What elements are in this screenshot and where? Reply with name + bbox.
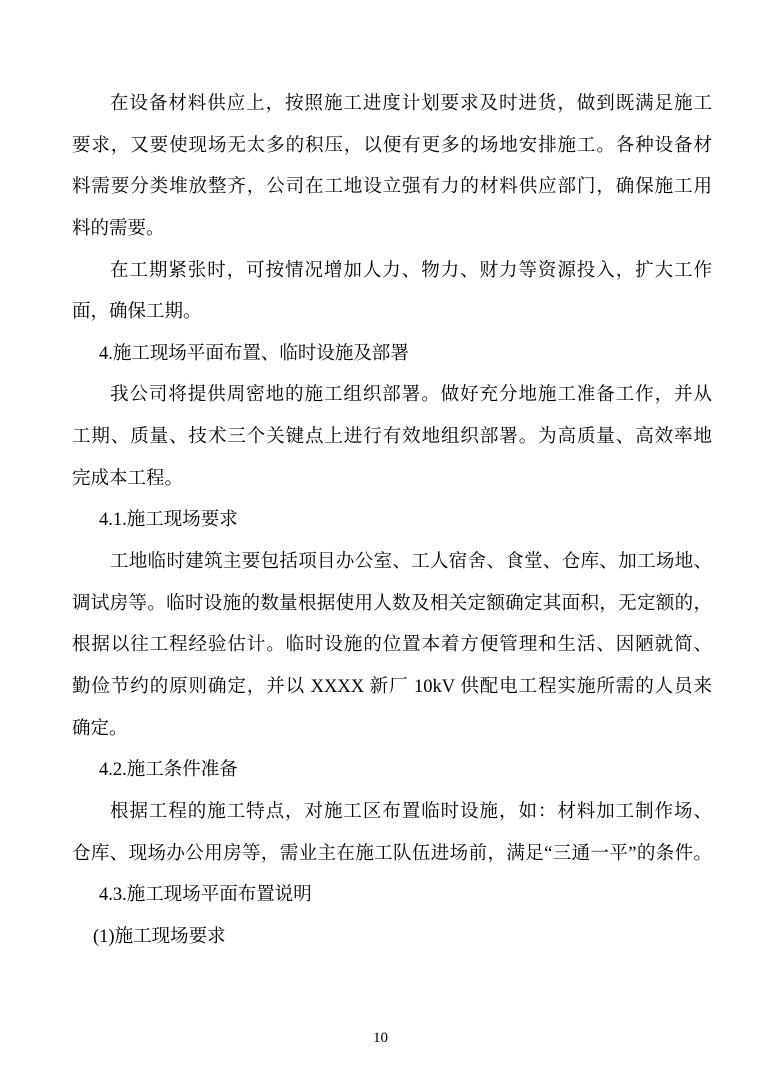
text-line: 勤俭节约的原则确定，并以 XXXX 新厂 10kV 供配电工程实施所需的人员来 bbox=[72, 676, 712, 697]
heading-line: 4.施工现场平面布置、临时设施及部署 bbox=[99, 343, 409, 364]
para-deployment bbox=[72, 375, 712, 500]
text-line: 要求，又要使现场无太多的积压，以便有更多的场地安排施工。各种设备材 bbox=[72, 135, 712, 156]
heading-line: 4.1.施工现场要求 bbox=[99, 510, 238, 531]
heading-section-4 bbox=[72, 334, 712, 376]
text-line: 在工期紧张时，可按情况增加人力、物力、财力等资源投入，扩大工作 bbox=[110, 260, 712, 281]
heading-section-4-1 bbox=[72, 500, 712, 542]
text-line: 根据工程的施工特点，对施工区布置临时设施，如：材料加工制作场、 bbox=[110, 801, 712, 822]
heading-section-4-2 bbox=[72, 750, 712, 792]
text-line: 我公司将提供周密地的施工组织部署。做好充分地施工准备工作，并从 bbox=[110, 385, 712, 406]
heading-line: 4.3.施工现场平面布置说明 bbox=[99, 885, 312, 906]
text-line: 工地临时建筑主要包括项目办公室、工人宿舍、食堂、仓库、加工场地、 bbox=[110, 552, 712, 573]
text-line: 在设备材料供应上，按照施工进度计划要求及时进货，做到既满足施工 bbox=[110, 94, 712, 114]
text-line: 根据以往工程经验估计。临时设施的位置本着方便管理和生活、因陋就简、 bbox=[72, 635, 712, 656]
page-footer bbox=[0, 1028, 761, 1048]
text-line: 调试房等。临时设施的数量根据使用人数及相关定额确定其面积，无定额的， bbox=[72, 593, 712, 614]
para-site-requirements bbox=[72, 542, 712, 750]
text-line: 确定。 bbox=[72, 718, 128, 739]
text-line: 工期、质量、技术三个关键点上进行有效地组织部署。为高质量、高效率地 bbox=[72, 427, 712, 448]
text-line: (1)施工现场要求 bbox=[93, 926, 226, 947]
text-line: 面，确保工期。 bbox=[72, 302, 202, 323]
document-body bbox=[72, 84, 712, 958]
text-line: 料的需要。 bbox=[72, 218, 165, 239]
text-line: 完成本工程。 bbox=[72, 468, 184, 489]
page-number: 10 bbox=[373, 1030, 388, 1046]
heading-line: 4.2.施工条件准备 bbox=[99, 760, 238, 781]
text-line: 料需要分类堆放整齐，公司在工地设立强有力的材料供应部门，确保施工用 bbox=[72, 177, 712, 198]
para-site-conditions bbox=[72, 792, 712, 875]
text-line: 仓库、现场办公用房等，需业主在施工队伍进场前，满足“三通一平”的条件。 bbox=[72, 843, 712, 864]
item-1-site-requirements bbox=[72, 917, 712, 959]
heading-section-4-3 bbox=[72, 875, 712, 917]
para-schedule-resources bbox=[72, 251, 712, 334]
para-material-supply bbox=[72, 84, 712, 251]
